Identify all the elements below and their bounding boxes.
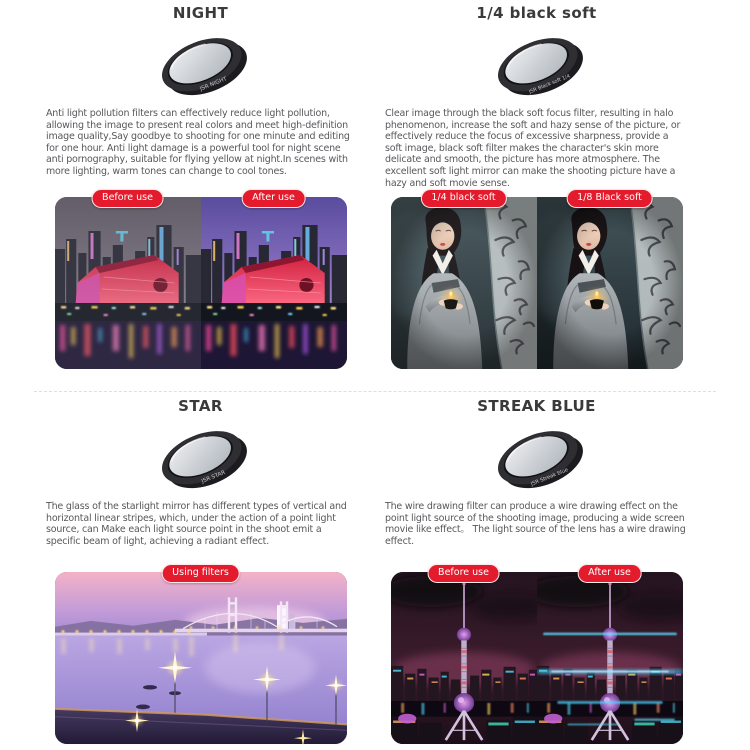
night-before-after-photos: [55, 192, 347, 369]
using-filters-badge: Using filters: [161, 564, 240, 583]
night-description: Anti light pollution filters can effectively reduce light pollution, allowing the image to present real colors and meet high-definition image quality,Say goodbye to shooting for one minute and editing for one hour. Anti light damage is a powerful tool for night scene anti pornography, suitable for flying yellow at night.In scenes with more lighting, warm tones can change to cool tones.: [46, 108, 350, 177]
section-night: [0, 0, 375, 375]
black-soft-description: Clear image through the black soft focus filter, resulting in halo phenomenon, increase the soft and hazy sense of the picture, or effectively reduce the focus of excessive sharpness, provide a soft image, black soft filter makes the character's skin more delicate and smooth, the picture has more atmosphere. The excellent soft light mirror can make the shooting picture have a hazy and soft movie sense.: [385, 108, 681, 189]
after-use-badge: After use: [577, 564, 642, 583]
portrait-scene-eighth: [537, 197, 683, 369]
streak-blue-description: The wire drawing filter can produce a wire drawing effect on the point light source of the shooting image, producing a wide screen movie like effect。 The light source of the lens has a wire drawing effect.: [385, 501, 686, 547]
lens-filter-graphic: [141, 24, 261, 102]
streak-blue-title: STREAK BLUE: [477, 397, 596, 415]
section-star: [0, 375, 375, 750]
lens-rim-label: JSR Streak blue: [529, 467, 569, 488]
black-soft-title: 1/4 black soft: [476, 4, 597, 22]
city-night-scene-before: [55, 197, 201, 369]
lens-filter-graphic: [141, 417, 261, 495]
black-soft-comparison-photos: [391, 192, 683, 369]
black-soft-lens-image: [477, 24, 597, 102]
shanghai-scene-after: [537, 572, 683, 744]
portrait-scene-quarter: [391, 197, 537, 369]
eighth-black-soft-photo: [537, 192, 683, 369]
night-after-photo: [201, 192, 347, 369]
star-using-filters-photo: [55, 567, 347, 744]
lens-rim-label: JSR Black soft 1/4: [527, 73, 571, 96]
quarter-black-soft-photo: [391, 192, 537, 369]
night-lens-image: [141, 24, 261, 102]
section-black-soft: [375, 0, 750, 375]
after-use-badge: After use: [241, 189, 306, 208]
lens-rim-label: JSR NIGHT: [198, 76, 228, 93]
star-description: The glass of the starlight mirror has different types of vertical and horizontal linear stripes, which, under the action of a point light source, can Make each light source point in the shoot emit a specific beam of light, achieving a radiant effect.: [46, 501, 347, 547]
star-lens-image: [141, 417, 261, 495]
lens-rim-label: JSR STAR: [200, 469, 226, 485]
star-sample-photo: [55, 567, 347, 744]
night-title: NIGHT: [172, 4, 229, 22]
shanghai-scene-before: [391, 572, 537, 744]
before-use-badge: Before use: [427, 564, 500, 583]
streak-after-photo: [537, 567, 683, 744]
lens-filter-graphic: [477, 24, 597, 102]
streak-before-photo: [391, 567, 537, 744]
streak-blue-before-after-photos: [391, 567, 683, 744]
quarter-black-soft-badge: 1/4 black soft: [420, 189, 506, 208]
bridge-dusk-scene: [55, 572, 347, 744]
star-title: STAR: [178, 397, 223, 415]
eighth-black-soft-badge: 1/8 Black soft: [566, 189, 653, 208]
city-night-scene-after: [201, 197, 347, 369]
streak-blue-lens-image: [477, 417, 597, 495]
before-use-badge: Before use: [91, 189, 164, 208]
lens-filter-graphic: [477, 417, 597, 495]
section-streak-blue: [375, 375, 750, 750]
night-before-photo: [55, 192, 201, 369]
section-divider: [34, 391, 716, 392]
